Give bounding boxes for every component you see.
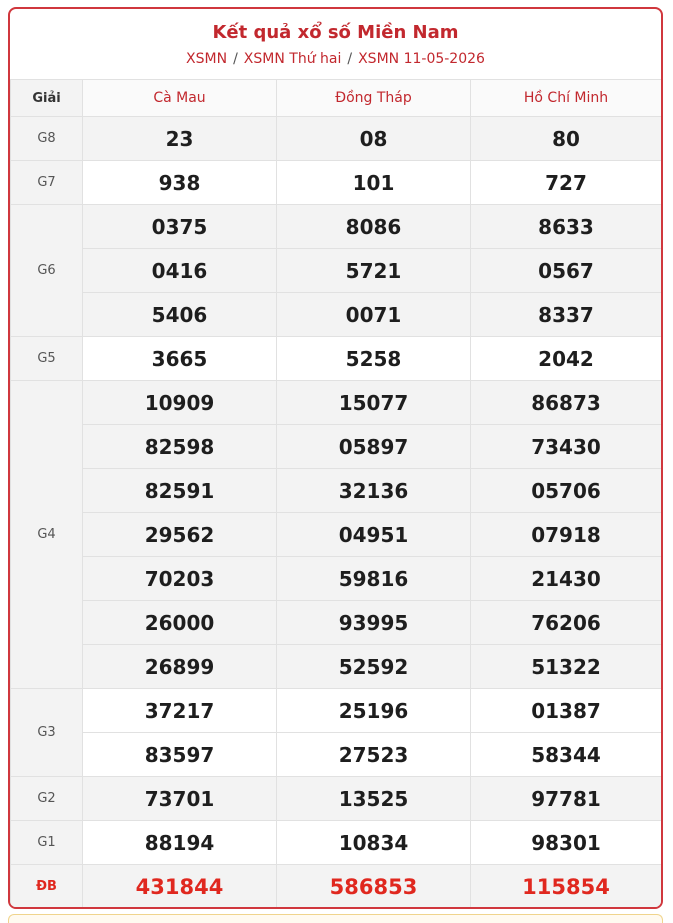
prize-number: 0375: [83, 205, 277, 249]
special-prize-number: 431844: [83, 865, 277, 909]
prize-number: 3665: [83, 337, 277, 381]
prize-number: 51322: [471, 645, 662, 689]
table-row: [11, 821, 662, 865]
prize-label: ĐB: [11, 865, 83, 909]
results-card: [8, 7, 663, 909]
prize-number: 26000: [83, 601, 277, 645]
prize-number: 82598: [83, 425, 277, 469]
table-row: [11, 161, 662, 205]
prize-number: 93995: [277, 601, 471, 645]
prize-label: G4: [11, 381, 83, 689]
prize-number: 5721: [277, 249, 471, 293]
prize-number: 29562: [83, 513, 277, 557]
table-row: [11, 513, 662, 557]
prize-number: 26899: [83, 645, 277, 689]
breadcrumb: [10, 50, 661, 68]
table-row: [11, 645, 662, 689]
table-row: [11, 865, 662, 909]
prize-number: 5406: [83, 293, 277, 337]
special-prize-number: 586853: [277, 865, 471, 909]
prize-number: 8086: [277, 205, 471, 249]
prize-label: G5: [11, 337, 83, 381]
prize-number: 04951: [277, 513, 471, 557]
table-row: [11, 205, 662, 249]
prize-number: 0071: [277, 293, 471, 337]
prize-number: 01387: [471, 689, 662, 733]
breadcrumb-separator: /: [347, 51, 353, 67]
prize-number: 08: [277, 117, 471, 161]
table-row: [11, 293, 662, 337]
prize-label: G1: [11, 821, 83, 865]
prize-number: 32136: [277, 469, 471, 513]
prize-number: 938: [83, 161, 277, 205]
prize-number: 10834: [277, 821, 471, 865]
prize-number: 59816: [277, 557, 471, 601]
prize-number: 21430: [471, 557, 662, 601]
prize-number: 80: [471, 117, 662, 161]
prize-label: G8: [11, 117, 83, 161]
table-row: [11, 733, 662, 777]
breadcrumb-separator: /: [233, 51, 238, 67]
breadcrumb-xsmn[interactable]: XSMN: [186, 51, 228, 67]
prize-number: 05897: [277, 425, 471, 469]
page-title: Kết quả xổ số Miền Nam: [212, 22, 459, 43]
prize-number: 27523: [277, 733, 471, 777]
breadcrumb-xsmn-thu-hai[interactable]: XSMN Thứ hai: [243, 51, 342, 67]
prize-number: 82591: [83, 469, 277, 513]
prize-number: 70203: [83, 557, 277, 601]
table-row: [11, 117, 662, 161]
column-header-province[interactable]: Đồng Tháp: [277, 80, 471, 117]
prize-number: 8337: [471, 293, 662, 337]
prize-number: 8633: [471, 205, 662, 249]
prize-number: 97781: [471, 777, 662, 821]
prize-number: 0416: [83, 249, 277, 293]
next-section-edge: [8, 914, 663, 923]
breadcrumb-xsmn-date[interactable]: XSMN 11-05-2026: [358, 51, 485, 67]
prize-number: 76206: [471, 601, 662, 645]
prize-number: 05706: [471, 469, 662, 513]
table-row: [11, 469, 662, 513]
special-prize-number: 115854: [471, 865, 662, 909]
prize-number: 83597: [83, 733, 277, 777]
prize-number: 10909: [83, 381, 277, 425]
table-row: [11, 601, 662, 645]
prize-label: G2: [11, 777, 83, 821]
results-table: [10, 79, 662, 909]
prize-number: 15077: [277, 381, 471, 425]
prize-number: 37217: [83, 689, 277, 733]
prize-number: 727: [471, 161, 662, 205]
table-row: [11, 689, 662, 733]
table-row: [11, 557, 662, 601]
prize-number: 101: [277, 161, 471, 205]
results-header: [10, 9, 661, 79]
prize-number: 52592: [277, 645, 471, 689]
table-row: [11, 777, 662, 821]
table-row: [11, 381, 662, 425]
results-body: [11, 117, 662, 909]
column-header-giai: Giải: [11, 80, 83, 117]
prize-label: G7: [11, 161, 83, 205]
table-row: [11, 425, 662, 469]
prize-number: 73701: [83, 777, 277, 821]
column-header-province[interactable]: Hồ Chí Minh: [471, 80, 662, 117]
prize-label: G3: [11, 689, 83, 777]
prize-number: 23: [83, 117, 277, 161]
prize-number: 07918: [471, 513, 662, 557]
prize-number: 58344: [471, 733, 662, 777]
table-row: [11, 249, 662, 293]
column-header-province[interactable]: Cà Mau: [83, 80, 277, 117]
prize-number: 5258: [277, 337, 471, 381]
prize-number: 73430: [471, 425, 662, 469]
prize-number: 13525: [277, 777, 471, 821]
table-row: [11, 337, 662, 381]
table-header-row: [11, 80, 662, 117]
prize-number: 88194: [83, 821, 277, 865]
prize-number: 2042: [471, 337, 662, 381]
prize-number: 98301: [471, 821, 662, 865]
prize-number: 25196: [277, 689, 471, 733]
prize-number: 0567: [471, 249, 662, 293]
prize-label: G6: [11, 205, 83, 337]
prize-number: 86873: [471, 381, 662, 425]
